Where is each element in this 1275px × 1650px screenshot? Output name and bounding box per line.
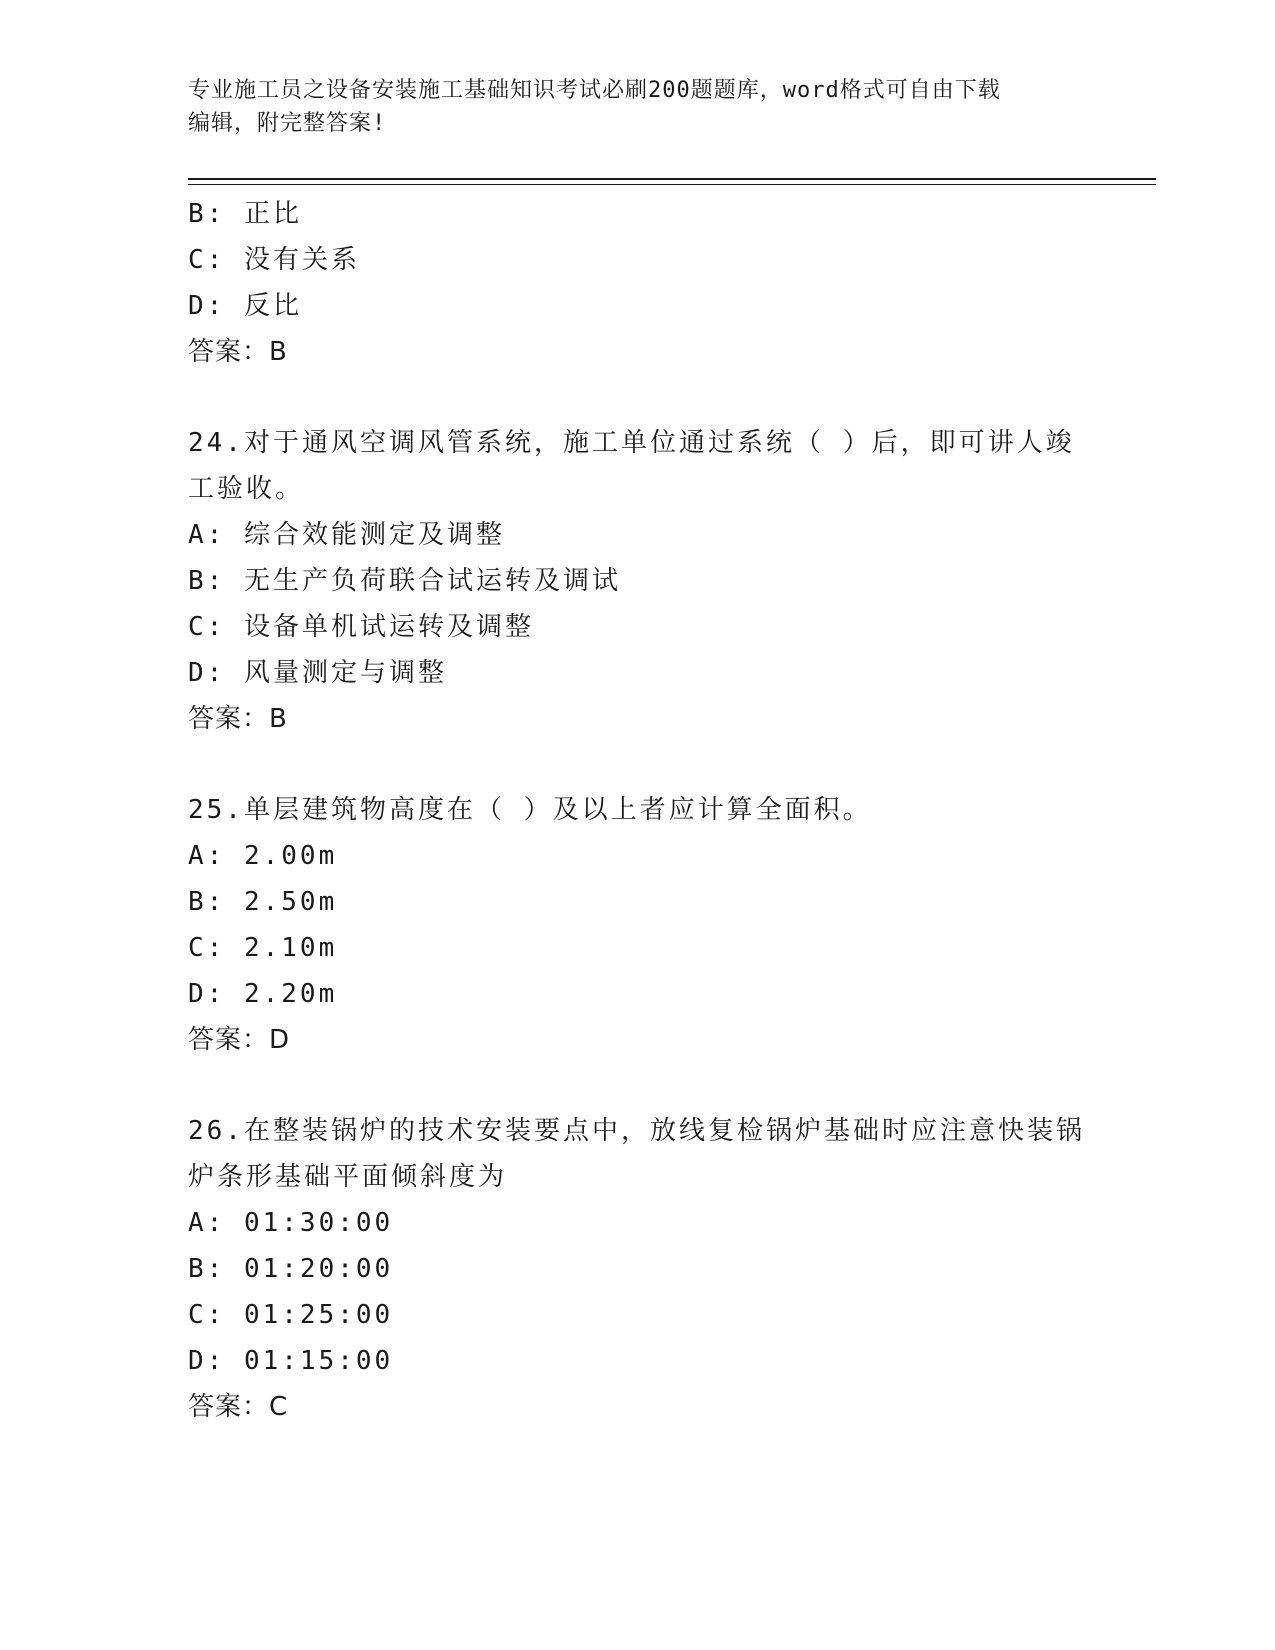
option-a: A: 综合效能测定及调整	[188, 520, 505, 550]
question-text: 26.在整装锅炉的技术安装要点中，放线复检锅炉基础时应注意快装锅	[188, 1116, 1085, 1146]
question-block-25	[188, 787, 1088, 1063]
option-c: C: 没有关系	[188, 245, 360, 275]
option-d: D: 反比	[188, 291, 302, 321]
answer-line: 答案：B	[188, 704, 288, 734]
option-a: A: 01:30:00	[188, 1208, 394, 1238]
question-text: 炉条形基础平面倾斜度为	[188, 1162, 508, 1192]
question-block-24	[188, 420, 1088, 742]
option-c: C: 2.10m	[188, 933, 338, 963]
answer-line: 答案：C	[188, 1392, 289, 1422]
question-text: 25.单层建筑物高度在（ ）及以上者应计算全面积。	[188, 795, 872, 825]
option-d: D: 01:15:00	[188, 1346, 394, 1376]
option-b: B: 正比	[188, 199, 302, 229]
option-d: D: 风量测定与调整	[188, 658, 447, 688]
option-a: A: 2.00m	[188, 841, 338, 871]
document-header	[188, 74, 1088, 140]
option-b: B: 01:20:00	[188, 1254, 394, 1284]
header-rule-thick	[188, 178, 1156, 180]
header-line-2: 编辑，附完整答案!	[188, 111, 387, 136]
header-rule-thin	[188, 184, 1156, 185]
question-content	[188, 191, 1088, 1430]
option-c: C: 01:25:00	[188, 1300, 394, 1330]
header-line-1: 专业施工员之设备安装施工基础知识考试必刷200题题库，word格式可自由下载	[188, 78, 1001, 103]
question-text: 工验收。	[188, 474, 305, 504]
answer-line: 答案：D	[188, 1025, 291, 1055]
option-c: C: 设备单机试运转及调整	[188, 612, 534, 642]
option-b: B: 2.50m	[188, 887, 338, 917]
question-block-23-tail	[188, 191, 1088, 375]
option-b: B: 无生产负荷联合试运转及调试	[188, 566, 621, 596]
question-block-26	[188, 1108, 1088, 1430]
question-text: 24.对于通风空调风管系统，施工单位通过系统（ ）后，即可讲人竣	[188, 428, 1075, 458]
answer-line: 答案：B	[188, 337, 288, 367]
option-d: D: 2.20m	[188, 979, 338, 1009]
